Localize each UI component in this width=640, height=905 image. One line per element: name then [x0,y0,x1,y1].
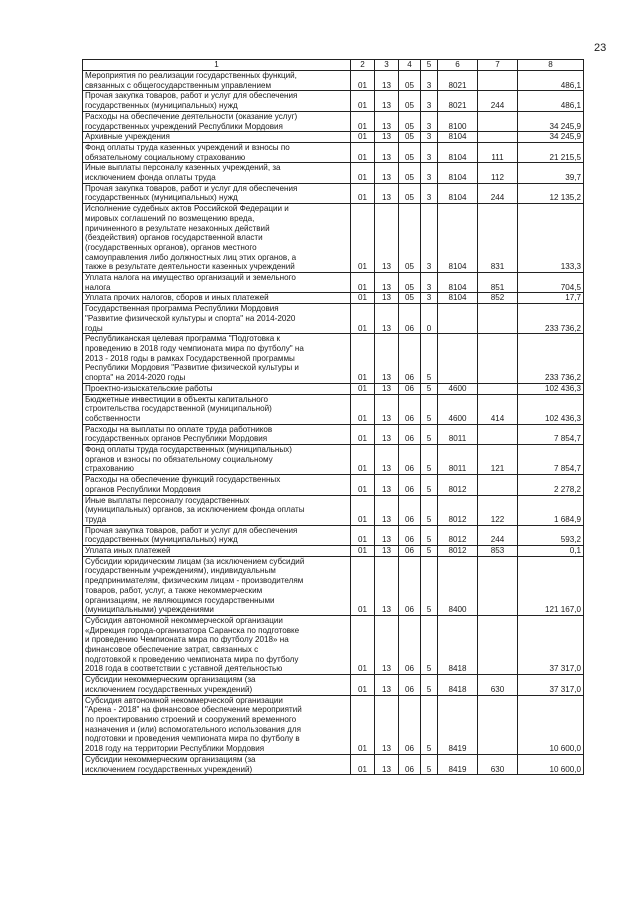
code-subsection: 13 [375,163,399,183]
amount: 34 245,9 [518,132,584,143]
code-section: 01 [351,204,375,273]
table-row [83,132,584,143]
code-program: 06 [399,525,421,545]
code-subsection: 13 [375,111,399,131]
table-row [83,334,584,384]
code-section: 01 [351,556,375,615]
amount: 704,5 [518,273,584,293]
row-name: Республиканская целевая программа "Подготовка к проведению в 2018 году чемпионата мира по футболу" на 2013 - 2018 годы в рамках Государственной программы Республики Мордовия "Развитие физической культуры и спорта" на 2014-2020 годы [83,334,351,384]
row-name: Субсидия автономной некоммерческой организации «Дирекция города-организатора Саранска по подготовке и проведению Чемпионата мира по футболу 2018» на финансовое обеспечение затрат, связанных с подготовкой к проведению чемпионата мира по футболу 2018 года в соответствии с уставной деятельностью [83,615,351,674]
code-direction: 8012 [438,546,478,557]
amount: 12 135,2 [518,183,584,203]
table-row [83,163,584,183]
code-program: 06 [399,675,421,695]
code-subprogram: 5 [421,475,438,495]
page-number: 23 [594,42,607,54]
table-row [83,424,584,444]
column-header-1: 1 [83,60,351,71]
column-header-7: 7 [478,60,518,71]
code-subsection: 13 [375,334,399,384]
row-name: Уплата налога на имущество организаций и земельного налога [83,273,351,293]
amount: 593,2 [518,525,584,545]
amount: 39,7 [518,163,584,183]
code-expense-type: 831 [478,204,518,273]
column-header-6: 6 [438,60,478,71]
code-program: 05 [399,204,421,273]
code-subprogram: 3 [421,273,438,293]
row-name: Исполнение судебных актов Российской Федерации и мировых соглашений по возмещению вреда, причиненного в результате незаконных действий (бездействия) органов государственной власти (государственных органов), органов местного самоуправления либо должностных лиц этих органов, а также в результате деятельности казенных учреждений [83,204,351,273]
row-name: Проектно-изыскательские работы [83,383,351,394]
code-section: 01 [351,111,375,131]
code-subprogram: 3 [421,163,438,183]
code-expense-type [478,383,518,394]
code-subsection: 13 [375,304,399,334]
code-direction: 8100 [438,111,478,131]
code-section: 01 [351,383,375,394]
column-header-5: 5 [421,60,438,71]
code-subprogram: 3 [421,132,438,143]
code-direction: 8418 [438,675,478,695]
code-direction: 8419 [438,754,478,774]
code-expense-type: 244 [478,183,518,203]
code-subprogram: 5 [421,495,438,525]
code-program: 05 [399,273,421,293]
row-name: Уплата прочих налогов, сборов и иных платежей [83,293,351,304]
code-program: 06 [399,383,421,394]
amount: 486,1 [518,91,584,111]
code-expense-type [478,132,518,143]
code-subprogram: 5 [421,424,438,444]
code-section: 01 [351,163,375,183]
row-name: Прочая закупка товаров, работ и услуг для обеспечения государственных (муниципальных) нужд [83,91,351,111]
code-expense-type: 853 [478,546,518,557]
code-expense-type: 852 [478,293,518,304]
code-subsection: 13 [375,675,399,695]
code-expense-type [478,304,518,334]
code-subsection: 13 [375,273,399,293]
amount: 0,1 [518,546,584,557]
amount: 37 317,0 [518,675,584,695]
code-subsection: 13 [375,71,399,91]
code-subsection: 13 [375,132,399,143]
code-section: 01 [351,273,375,293]
table-row [83,111,584,131]
amount: 10 600,0 [518,695,584,754]
table-row [83,495,584,525]
amount: 2 278,2 [518,475,584,495]
code-subsection: 13 [375,556,399,615]
code-program: 05 [399,71,421,91]
code-subprogram: 5 [421,754,438,774]
table-row [83,304,584,334]
budget-table [82,59,584,775]
code-expense-type: 414 [478,394,518,424]
code-expense-type: 851 [478,273,518,293]
table-row [83,754,584,774]
code-subprogram: 3 [421,71,438,91]
code-subprogram: 3 [421,183,438,203]
code-direction: 8400 [438,556,478,615]
code-section: 01 [351,754,375,774]
row-name: Иные выплаты персоналу казенных учреждений, за исключением фонда оплаты труда [83,163,351,183]
code-expense-type [478,71,518,91]
row-name: Мероприятия по реализации государственных функций, связанных с общегосударственным управлением [83,71,351,91]
code-subprogram: 0 [421,304,438,334]
code-section: 01 [351,293,375,304]
code-section: 01 [351,142,375,162]
row-name: Прочая закупка товаров, работ и услуг для обеспечения государственных (муниципальных) нужд [83,525,351,545]
code-expense-type: 244 [478,525,518,545]
amount: 7 854,7 [518,445,584,475]
amount: 233 736,2 [518,304,584,334]
code-program: 06 [399,495,421,525]
row-name: Расходы на выплаты по оплате труда работников государственных органов Республики Мордовия [83,424,351,444]
code-expense-type [478,475,518,495]
amount: 102 436,3 [518,394,584,424]
code-section: 01 [351,445,375,475]
code-expense-type [478,695,518,754]
code-expense-type: 630 [478,754,518,774]
code-section: 01 [351,615,375,674]
code-direction: 8011 [438,424,478,444]
code-section: 01 [351,675,375,695]
code-expense-type: 630 [478,675,518,695]
code-direction: 8418 [438,615,478,674]
code-expense-type: 111 [478,142,518,162]
table-row [83,71,584,91]
code-program: 06 [399,334,421,384]
row-name: Расходы на обеспечение функций государственных органов Республики Мордовия [83,475,351,495]
row-name: Субсидия автономной некоммерческой организации "Арена - 2018" на финансовое обеспечение мероприятий по проектированию строений и сооружений временного назначения и (или) вспомогательного использования для подготовки и проведения чемпионата мира по футболу в 2018 году на территории Республики Мордовия [83,695,351,754]
row-name: Фонд оплаты труда государственных (муниципальных) органов и взносы по обязательному социальному страхованию [83,445,351,475]
amount: 121 167,0 [518,556,584,615]
code-subprogram: 3 [421,204,438,273]
code-direction: 8012 [438,475,478,495]
code-subprogram: 5 [421,445,438,475]
code-section: 01 [351,334,375,384]
code-subsection: 13 [375,525,399,545]
code-program: 05 [399,293,421,304]
column-header-8: 8 [518,60,584,71]
code-program: 06 [399,695,421,754]
table-body [83,71,584,775]
table-row [83,394,584,424]
code-subsection: 13 [375,204,399,273]
table-row [83,142,584,162]
amount: 7 854,7 [518,424,584,444]
amount: 486,1 [518,71,584,91]
code-direction: 8104 [438,293,478,304]
code-direction: 8104 [438,142,478,162]
code-subprogram: 5 [421,556,438,615]
code-subsection: 13 [375,183,399,203]
code-program: 05 [399,91,421,111]
code-expense-type: 112 [478,163,518,183]
code-direction: 8104 [438,183,478,203]
code-expense-type: 244 [478,91,518,111]
table-row [83,273,584,293]
code-section: 01 [351,424,375,444]
table-row [83,546,584,557]
code-subprogram: 5 [421,695,438,754]
row-name: Уплата иных платежей [83,546,351,557]
code-subsection: 13 [375,495,399,525]
code-subsection: 13 [375,424,399,444]
code-section: 01 [351,475,375,495]
code-section: 01 [351,304,375,334]
code-subsection: 13 [375,293,399,304]
amount: 233 736,2 [518,334,584,384]
code-expense-type [478,334,518,384]
code-program: 06 [399,754,421,774]
code-subsection: 13 [375,142,399,162]
code-subprogram: 5 [421,383,438,394]
code-direction [438,334,478,384]
table-row [83,383,584,394]
code-expense-type [478,111,518,131]
table-row [83,525,584,545]
column-header-3: 3 [375,60,399,71]
table-row [83,91,584,111]
row-name: Бюджетные инвестиции в объекты капитального строительства государственной (муниципальной) собственности [83,394,351,424]
code-subprogram: 5 [421,615,438,674]
code-subprogram: 5 [421,525,438,545]
code-section: 01 [351,394,375,424]
table-row [83,475,584,495]
code-expense-type [478,556,518,615]
code-subprogram: 5 [421,394,438,424]
code-section: 01 [351,525,375,545]
code-direction: 8104 [438,132,478,143]
code-direction [438,304,478,334]
code-subprogram: 3 [421,111,438,131]
code-section: 01 [351,546,375,557]
header-row [83,60,584,71]
code-subprogram: 5 [421,675,438,695]
table-row [83,675,584,695]
code-program: 06 [399,445,421,475]
code-expense-type [478,615,518,674]
code-subsection: 13 [375,754,399,774]
column-header-2: 2 [351,60,375,71]
row-name: Архивные учреждения [83,132,351,143]
code-expense-type: 121 [478,445,518,475]
row-name: Прочая закупка товаров, работ и услуг для обеспечения государственных (муниципальных) нужд [83,183,351,203]
code-direction: 8104 [438,163,478,183]
code-section: 01 [351,71,375,91]
code-subsection: 13 [375,394,399,424]
code-program: 06 [399,615,421,674]
code-subsection: 13 [375,91,399,111]
code-direction: 8419 [438,695,478,754]
code-direction: 8104 [438,273,478,293]
code-subsection: 13 [375,615,399,674]
code-subsection: 13 [375,546,399,557]
code-direction: 8012 [438,495,478,525]
amount: 133,3 [518,204,584,273]
code-section: 01 [351,132,375,143]
amount: 21 215,5 [518,142,584,162]
code-subprogram: 3 [421,293,438,304]
row-name: Субсидии юридическим лицам (за исключением субсидий государственным учреждениям), индивидуальным предпринимателям, физическим лицам - производителям товаров, работ, услуг, а также некоммерческим организациям, не являющимся государственными (муниципальными) учреждениями [83,556,351,615]
code-program: 05 [399,142,421,162]
column-header-4: 4 [399,60,421,71]
amount: 37 317,0 [518,615,584,674]
row-name: Субсидии некоммерческим организациям (за исключением государственных учреждений) [83,675,351,695]
code-program: 06 [399,394,421,424]
code-subsection: 13 [375,695,399,754]
table-row [83,615,584,674]
amount: 10 600,0 [518,754,584,774]
code-program: 06 [399,304,421,334]
code-direction: 8011 [438,445,478,475]
row-name: Государственная программа Республики Мордовия "Развитие физической культуры и спорта" на 2014-2020 годы [83,304,351,334]
code-section: 01 [351,495,375,525]
code-direction: 8021 [438,71,478,91]
table-row [83,183,584,203]
code-program: 05 [399,111,421,131]
row-name: Расходы на обеспечение деятельности (оказание услуг) государственных учреждений Республики Мордовия [83,111,351,131]
code-program: 05 [399,183,421,203]
code-direction: 8021 [438,91,478,111]
table-row [83,204,584,273]
code-subsection: 13 [375,475,399,495]
row-name: Фонд оплаты труда казенных учреждений и взносы по обязательному социальному страхованию [83,142,351,162]
amount: 102 436,3 [518,383,584,394]
code-program: 05 [399,163,421,183]
code-program: 06 [399,475,421,495]
code-subprogram: 5 [421,334,438,384]
code-direction: 8104 [438,204,478,273]
table-row [83,293,584,304]
code-expense-type [478,424,518,444]
code-subprogram: 3 [421,91,438,111]
table-row [83,445,584,475]
code-subprogram: 3 [421,142,438,162]
table-row [83,695,584,754]
code-program: 06 [399,424,421,444]
amount: 1 684,9 [518,495,584,525]
row-name: Иные выплаты персоналу государственных (муниципальных) органов, за исключением фонда оплаты труда [83,495,351,525]
code-program: 05 [399,132,421,143]
code-section: 01 [351,183,375,203]
amount: 17,7 [518,293,584,304]
code-expense-type: 122 [478,495,518,525]
code-subsection: 13 [375,445,399,475]
code-program: 06 [399,546,421,557]
amount: 34 245,9 [518,111,584,131]
row-name: Субсидии некоммерческим организациям (за исключением государственных учреждений) [83,754,351,774]
code-subsection: 13 [375,383,399,394]
code-section: 01 [351,91,375,111]
table-row [83,556,584,615]
code-subprogram: 5 [421,546,438,557]
code-section: 01 [351,695,375,754]
code-direction: 4600 [438,383,478,394]
code-direction: 8012 [438,525,478,545]
code-program: 06 [399,556,421,615]
code-direction: 4600 [438,394,478,424]
